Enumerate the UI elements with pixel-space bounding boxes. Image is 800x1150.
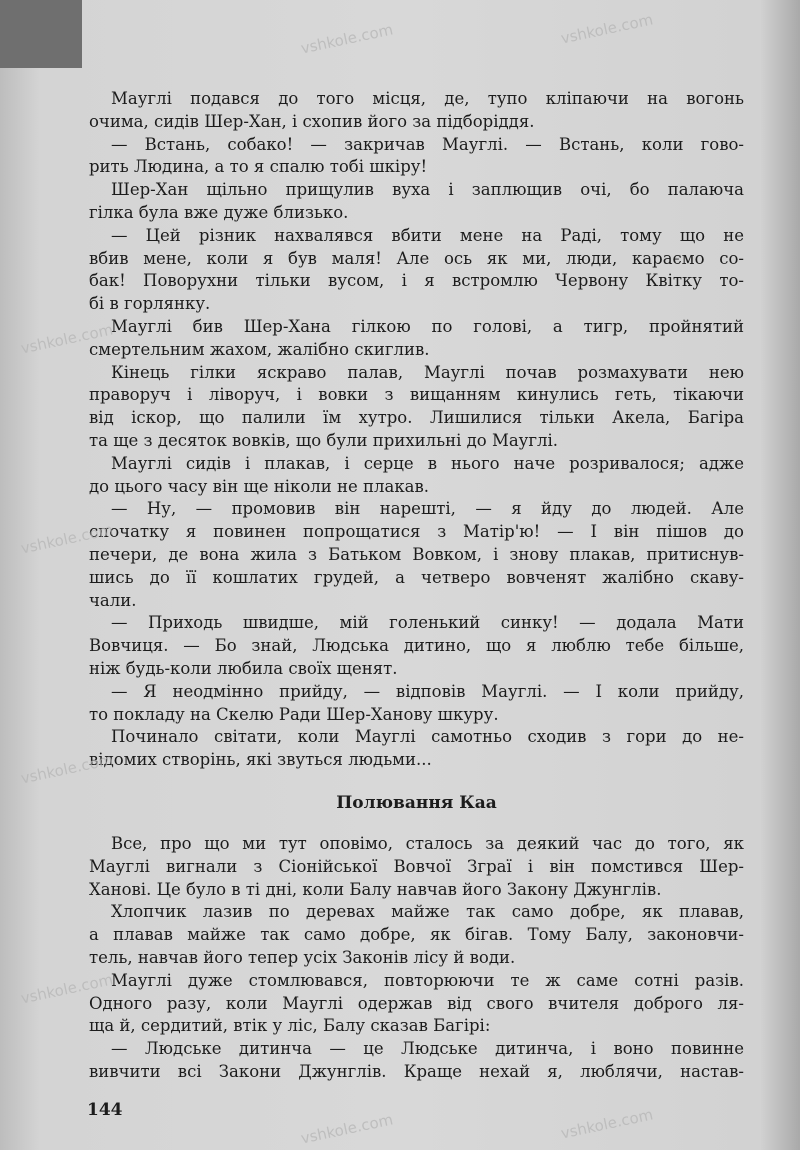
text-line: то покладу на Скелю Ради Шер-Ханову шкуру.: [89, 704, 499, 724]
text-line: бак! Поворухни тільки вусом, і я встромлю Червону Квітку то-: [89, 271, 744, 291]
watermark: vshkole.com: [559, 10, 655, 48]
text-line: Мауглі бив Шер-Хана гілкою по голові, а тигр, пройнятий: [111, 316, 744, 336]
watermark: vshkole.com: [299, 1110, 395, 1148]
text-line: — Приходь швидше, мій голенький синку! — додала Мати: [111, 613, 744, 633]
section-text-block: [89, 833, 744, 1084]
text-line: Шер-Хан щільно прищулив вуха і заплющив очі, бо палаюча: [111, 180, 744, 200]
text-line: шись до її кошлатих грудей, а четверо вовченят жалібно скаву-: [89, 567, 744, 587]
text-line: до цього часу він ще ніколи не плакав.: [89, 476, 430, 496]
watermark: vshkole.com: [19, 520, 115, 558]
main-text-block: [89, 88, 744, 772]
watermark: vshkole.com: [299, 20, 395, 58]
text-line: вбив мене, коли я був маля! Але ось як ми, люди, караємо со-: [89, 248, 744, 268]
text-line: — Я неодмінно прийду, — відповів Мауглі. — І коли прийду,: [111, 681, 744, 701]
text-line: Мауглі вигнали з Сіонійської Вовчої Зграї і він помстився Шер-: [89, 856, 744, 876]
text-line: смертельним жахом, жалібно скиглив.: [89, 339, 430, 359]
watermark: vshkole.com: [19, 750, 115, 788]
text-line: та ще з десяток вовків, що були прихильні до Мауглі.: [89, 430, 559, 450]
text-line: печери, де вона жила з Батьком Вовком, і знову плакав, притиснув-: [89, 544, 744, 564]
text-line: Вовчиця. — Бо знай, Людська дитино, що я люблю тебе більше,: [89, 636, 744, 656]
watermark: vshkole.com: [559, 1105, 655, 1143]
text-line: вивчити всі Закони Джунглів. Краще нехай я, люблячи, настав-: [89, 1061, 744, 1081]
text-line: Мауглі дуже стомлювався, повторюючи те ж саме сотні разів.: [111, 970, 744, 990]
text-line: очима, сидів Шер-Хан, і схопив його за підборіддя.: [89, 111, 535, 131]
text-line: — Цей різник нахвалявся вбити мене на Раді, тому що не: [111, 225, 744, 245]
section-heading: Полювання Каа: [336, 793, 497, 813]
text-line: Кінець гілки яскраво палав, Мауглі почав розмахувати нею: [111, 362, 744, 382]
text-line: бі в горлянку.: [89, 294, 211, 314]
watermark: vshkole.com: [19, 970, 115, 1008]
text-line: тель, навчав його тепер усіх Законів лісу й води.: [89, 947, 516, 967]
text-line: Хлопчик лазив по деревах майже так само добре, як плавав,: [111, 902, 744, 922]
text-line: від іскор, що палили їм хутро. Лишилися тільки Акела, Багіра: [89, 408, 744, 428]
text-line: чали.: [89, 590, 137, 610]
text-line: Мауглі сидів і плакав, і серце в нього наче розривалося; адже: [111, 453, 744, 473]
text-line: спочатку я повинен попрощатися з Матір'ю! — І він пішов до: [89, 522, 744, 542]
text-line: ща й, сердитий, втік у ліс, Балу сказав Багірі:: [89, 1016, 491, 1036]
text-line: Все, про що ми тут оповімо, сталось за деякий час до того, як: [111, 834, 744, 853]
text-line: Одного разу, коли Мауглі одержав від свого вчителя доброго ля-: [89, 993, 744, 1013]
text-line: — Людське дитинча — це Людське дитинча, і воно повинне: [111, 1039, 744, 1059]
text-line: Мауглі подався до того місця, де, тупо кліпаючи на вогонь: [111, 89, 744, 108]
watermark: vshkole.com: [19, 320, 115, 358]
text-line: гілка була вже дуже близько.: [89, 202, 349, 222]
text-line: — Ну, — промовив він нарешті, — я йду до людей. Але: [111, 499, 744, 519]
text-line: — Встань, собако! — закричав Мауглі. — Встань, коли гово-: [111, 134, 744, 154]
text-line: ніж будь-коли любила своїх щенят.: [89, 658, 398, 678]
text-line: праворуч і ліворуч, і вовки з вищанням кинулись геть, тікаючи: [89, 385, 744, 405]
text-line: відомих створінь, які звуться людьми...: [89, 750, 432, 770]
scan-corner-shadow: [0, 0, 82, 68]
text-line: Починало світати, коли Мауглі самотньо сходив з гори до не-: [111, 727, 744, 747]
text-line: Ханові. Це було в ті дні, коли Балу навчав його Закону Джунглів.: [89, 879, 662, 899]
page-number: 144: [87, 1100, 123, 1120]
text-line: рить Людина, а то я спалю тобі шкіру!: [89, 157, 428, 177]
text-line: а плавав майже так само добре, як бігав. Тому Балу, законовчи-: [89, 925, 744, 945]
